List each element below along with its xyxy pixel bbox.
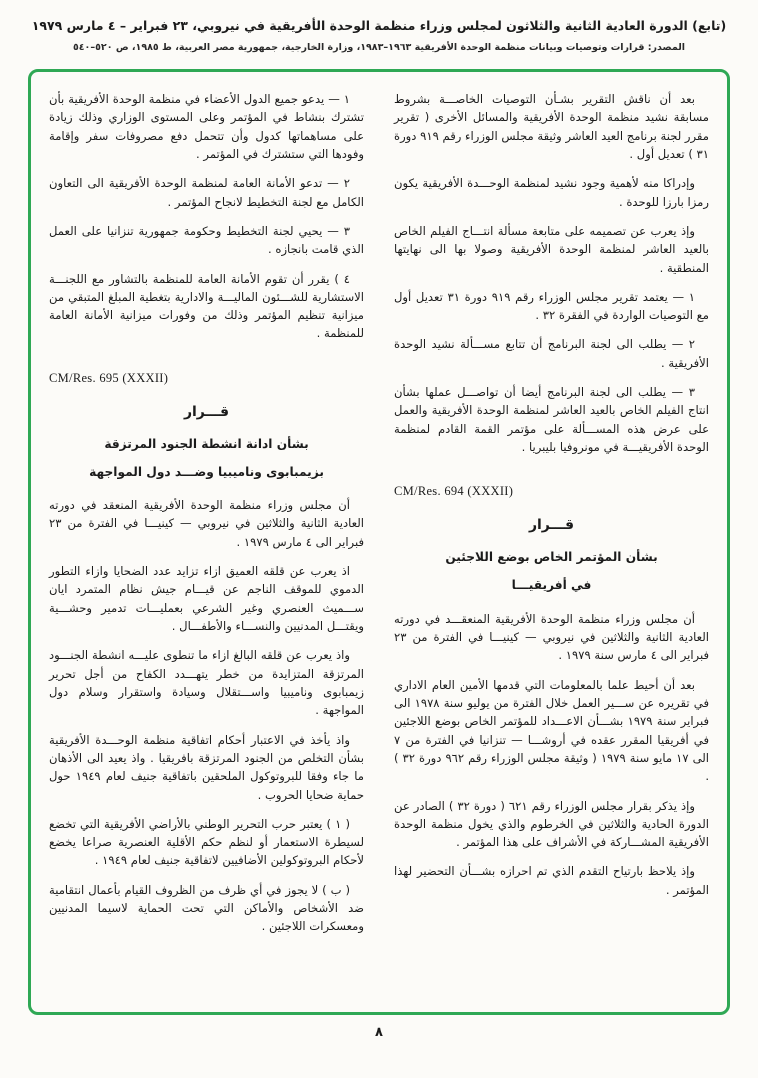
numbered-item: ٤ ) يقرر أن تقوم الأمانة العامة للمنظمة بالتشاور مع اللجنـــة الاستشارية للشـــئون الماليـــة والادارية بتغطية المبلغ المتبقي من ميزانية تنظيم المؤتمر وذلك من وفورات ميزانية الأمانة العامة للمنظمة . (49, 271, 364, 341)
paragraph: اذ يعرب عن قلقه العميق ازاء تزايد عدد الضحايا وازاء التطور الدموي للموقف الناجم عن قيـــام جيش نظام المتمرد ايان ســـميث العنصري وغير الشرعي بعمليـــات تدمير وحشـــية ويقتـــل المدنيين والنســـاء والأطفـــال . (49, 564, 364, 634)
numbered-item: ٢ — تدعو الأمانة العامة لمنظمة الوحدة الأفريقية الى التعاون الكامل مع لجنة التخطيط لانجاح المؤتمر . (49, 176, 364, 209)
resolution-subject: في أفريقيـــا (511, 578, 592, 593)
resolution-subject: بزيمبابوى وناميبيا وضـــد دول المواجهة (89, 464, 324, 479)
paragraph: أن مجلس وزراء منظمة الوحدة الأفريقية المنعقد في دورته العادية الثانية والثلاثين في نيروبي — كينيـــا في الفترة من ٢٣ فبراير الى ٤ مارس ١٩٧٩ . (49, 498, 364, 549)
resolution-ref: CM/Res. 695 (XXXII) (49, 370, 169, 385)
document-source-line: المصدر: قرارات وتوصيات وبيانات منظمة الوحدة الأفريقية ١٩٦٣–١٩٨٣، وزارة الخارجية، جمهورية مصر العربية، ط ١٩٨٥، ص ٥٢٠–٥٤٠ (72, 42, 686, 53)
paragraph: واذ يأخذ في الاعتبار أحكام اتفاقية منظمة الوحـــدة الأفريقية بشأن التخلص من الجنود المرتزقة بافريقيا . واذ يعيد الى الأذهان ما جاء وفقا للبروتوكول الملحقين باتفاقية جنيف لعام ١٩٤٩ حول حماية ضحايا الحروب . (49, 732, 364, 802)
paragraph: بعد أن أحيط علما بالمعلومات التي قدمها الأمين العام الاداري في تقريره عن ســـير العمل خلال الفترة من يوليو سنة ١٩٧٨ الى فبراير سنة ١٩٧٩ بشـــأن الاعـــداد للمؤتمر الخاص بوضع اللاجئين في أفريقيا المقرر عقده في أروشـــا — تنزانيا في الفترة من ٧ الى ١٧ مايو سنة ١٩٧٩ ( وثيقة مجلس الوزراء رقم ٩٦٢ دورة ٣٢ ) . (394, 677, 709, 784)
lettered-item: ( ب ) لا يجوز في أي ظرف من الظروف القيام بأعمال انتقامية ضد الأشخاص والأماكن التي تحت الحماية لاسيما المدنيين ومعسكرات اللاجئين . (49, 882, 364, 934)
page-number: ٨ (375, 1025, 383, 1040)
paragraph: وإذ يعرب عن تصميمه على متابعة مسألة انتـــاج الفيلم الخاص بالعيد العاشر لمنظمة الوحدة الأفريقية وصولا بها الى نهايتها المنطقية . (394, 223, 709, 275)
numbered-item: ٣ — يحيي لجنة التخطيط وحكومة جمهورية تنزانيا على العمل الذي قامت بانجازه . (49, 223, 364, 257)
resolution-subject: بشأن ادانة انشطة الجنود المرتزقة (104, 436, 309, 451)
paragraph: واذ يعرب عن قلقه البالغ ازاء ما تنطوى عليـــه انشطة الجنـــود المرتزقة المتزايدة من خطر يتهـــدد الكفاح من أجل تحرير زيمبابوى وناميبيا واســـتقلال وسيادة واستقرار وسلام دول المواجهة . (49, 648, 364, 718)
document-header (0, 0, 758, 53)
column-left (49, 90, 364, 1002)
paragraph: أن مجلس وزراء منظمة الوحدة الأفريقية المنعقـــد في دورته العادية الثانية والثلاثين في نيروبي — كينيـــا في الفترة من ٢٣ فبراير الى ٤ مارس سنة ١٩٧٩ . (394, 611, 709, 663)
document-header-title: (تابع) الدورة العادية الثانية والثلاثون لمجلس وزراء منظمة الوحدة الأفريقية في نيروبي، ٢٣ فبراير – ٤ مارس ١٩٧٩ (31, 18, 727, 33)
paragraph: وإدراكا منه لأهمية وجود نشيد لمنظمة الوحـــدة الأفريقية يكون رمزا بارزا للوحدة . (394, 176, 709, 209)
resolution-heading: قـــرار (528, 517, 575, 534)
content-border (28, 69, 730, 1015)
paragraph: بعد أن ناقش التقرير بشـأن التوصيات الخاصـــة بشروط مسابقة نشيد منظمة الوحدة الأفريقية والمسائل الأخرى ( تقرير مقرر لجنة برنامج العيد العاشر وثيقة مجلس الوزراء رقم ٩١٩ دورة ٣١ ) تعديل أول . (394, 92, 709, 161)
resolution-subject: بشأن المؤتمر الخاص بوضع اللاجئين (445, 550, 658, 565)
paragraph: وإذ يذكر بقرار مجلس الوزراء رقم ٦٢١ ( دورة ٣٢ ) الصادر عن الدورة الحادية والثلاثين في الخرطوم والذي يخول منظمة الوحدة الأفريقية المشـــاركة في الأشراف على هذا المؤتمر . (394, 798, 709, 850)
column-right (394, 90, 709, 1002)
numbered-item: ٢ — يطلب الى لجنة البرنامج أن تتابع مســـألة نشيد الوحدة الأفريقية . (394, 337, 709, 370)
resolution-heading: قـــرار (183, 403, 230, 420)
numbered-item: ١ — يدعو جميع الدول الأعضاء في منظمة الوحدة الأفريقية بأن تشترك بنشاط في المؤتمر وعلى المستوى الوزاري وذلك زيادة على مساهماتها كدول وأن تتحمل دفع مصروفات سفر وإقامة وفودها التي ستشترك في المؤتمر . (49, 92, 364, 161)
resolution-ref: CM/Res. 694 (XXXII) (394, 484, 514, 499)
numbered-item: ٣ — يطلب الى لجنة البرنامج أيضا أن تواصـــل عملها بشأن انتاج الفيلم الخاص بالعيد العاشر لمنظمة الوحدة الأفريقية والعمل على عرض هذه المســـألة على مؤتمر القمة القادم لمنظمة الوحدة الأفريقيـــة في مونروفيا بليبريا . (394, 385, 709, 454)
numbered-item: ١ — يعتمد تقرير مجلس الوزراء رقم ٩١٩ دورة ٣١ تعديل أول مع التوصيات الواردة في الفقرة ٣٢ . (394, 289, 709, 323)
lettered-item: ( ١ ) يعتبر حرب التحرير الوطني بالأراضي الأفريقية التي تخضع لسيطرة الاستعمار أو لنظم حكم الأقلية العنصرية صراعا يخضع لأحكام البروتوكولين الأضافيين لاتفاقية جنيف لعام ١٩٤٩ . (49, 816, 364, 868)
paragraph: وإذ يلاحظ بارتياح التقدم الذي تم احرازه بشـــأن التحضير لهذا المؤتمر . (394, 864, 709, 897)
